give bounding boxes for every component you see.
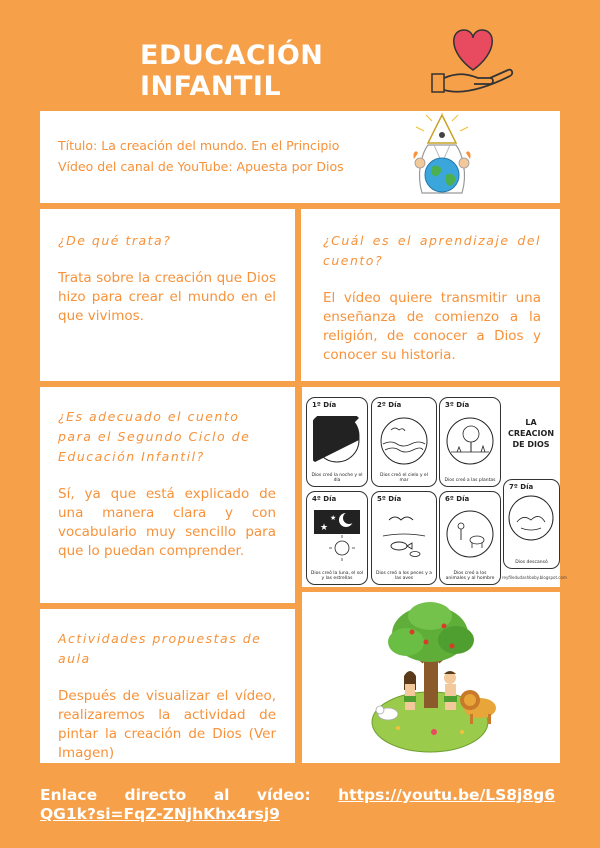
adam-eve-tree-illustration — [302, 592, 560, 763]
worksheet-panel-day3 — [439, 397, 501, 487]
panel-label: 1º Día — [312, 401, 337, 409]
video-link[interactable]: https://youtu.be/LS8j8g6QG1k?si=FqZ-ZNjhKhx4rsj9 — [40, 786, 556, 823]
panel-caption: Dios creó a los peces y a las aves — [376, 571, 432, 581]
panel-label: 3º Día — [445, 401, 470, 409]
about-card — [40, 209, 295, 381]
video-title: Título: La creación del mundo. En el Principio — [58, 138, 340, 153]
footer-link-line — [40, 786, 560, 824]
footer-prefix: Enlace directo al vídeo: — [40, 786, 339, 804]
worksheet-panel-day6 — [439, 491, 501, 585]
svg-text:★: ★ — [330, 514, 337, 522]
creation-worksheet-image — [302, 387, 567, 587]
panel-caption: Dios creó la noche y el día — [311, 473, 363, 483]
suitable-card — [40, 387, 295, 603]
panel-caption: Dios creó a las plantas — [444, 478, 496, 483]
panel-label: 6º Día — [445, 495, 470, 503]
panel-label: 2º Día — [377, 401, 402, 409]
worksheet-panel-day5 — [371, 491, 437, 585]
worksheet-panel-day7 — [503, 479, 560, 569]
learning-answer: El vídeo quiere transmitir una enseñanza de comienzo a la religión, de conocer a Dios y conocer su historia. — [323, 290, 541, 363]
rest-icon — [507, 494, 555, 542]
panel-label: 5º Día — [377, 495, 402, 503]
worksheet-title-line: DE DIOS — [512, 440, 550, 449]
moon-sun-stars-icon — [312, 508, 362, 562]
panel-caption: Dios creó a los animales y al hombre — [445, 571, 495, 581]
learning-question: ¿Cuál es el aprendizaje del cuento? — [323, 233, 541, 268]
worksheet-panel-day1 — [306, 397, 368, 487]
heart-hand-icon — [428, 22, 518, 102]
panel-caption: Dios creó el cielo y el mar — [380, 473, 428, 483]
animals-man-icon — [445, 508, 495, 562]
worksheet-title-line: CREACION — [507, 429, 555, 438]
panel-caption: Dios descansó — [515, 560, 548, 565]
panel-label: 7º Día — [509, 483, 534, 491]
about-answer: Trata sobre la creación que Dios hizo para crear el mundo en el que vivimos. — [58, 270, 276, 324]
activities-card — [40, 609, 295, 763]
sky-sea-icon — [379, 416, 429, 466]
suitable-answer: Sí, ya que está explicado de una manera clara y con vocabulario muy sencillo para que lo puedan comprender. — [58, 486, 276, 559]
fish-birds-icon — [379, 508, 429, 562]
about-question: ¿De qué trata? — [58, 233, 172, 248]
night-day-icon — [313, 416, 361, 464]
learning-card — [301, 209, 560, 381]
plants-icon — [445, 416, 495, 466]
page-title: EDUCACIÓN INFANTIL — [140, 40, 324, 102]
god-globe-illustration — [402, 113, 482, 199]
suitable-question: ¿Es adecuado el cuento para el Segundo Ciclo de Educación Infantil? — [58, 409, 251, 464]
svg-text:★: ★ — [320, 523, 329, 533]
video-channel: Vídeo del canal de YouTube: Apuesta por Dios — [58, 159, 344, 174]
intro-card — [40, 111, 560, 203]
panel-label: 4º Día — [312, 495, 337, 503]
activities-answer: Después de visualizar el vídeo, realizaremos la actividad de pintar la creación de Dios (Ver Imagen) — [58, 688, 276, 761]
worksheet-panel-day4 — [306, 491, 368, 585]
panel-caption: Dios creó la luna, el sol y las estrellas — [310, 571, 364, 581]
worksheet-panel-day2 — [371, 397, 437, 487]
worksheet-title — [504, 417, 558, 450]
worksheet-title-line: LA — [525, 418, 537, 427]
worksheet-credit: reyfiledudashboby.blogspot.com — [502, 575, 567, 580]
activities-question: Actividades propuestas de aula — [58, 631, 262, 666]
